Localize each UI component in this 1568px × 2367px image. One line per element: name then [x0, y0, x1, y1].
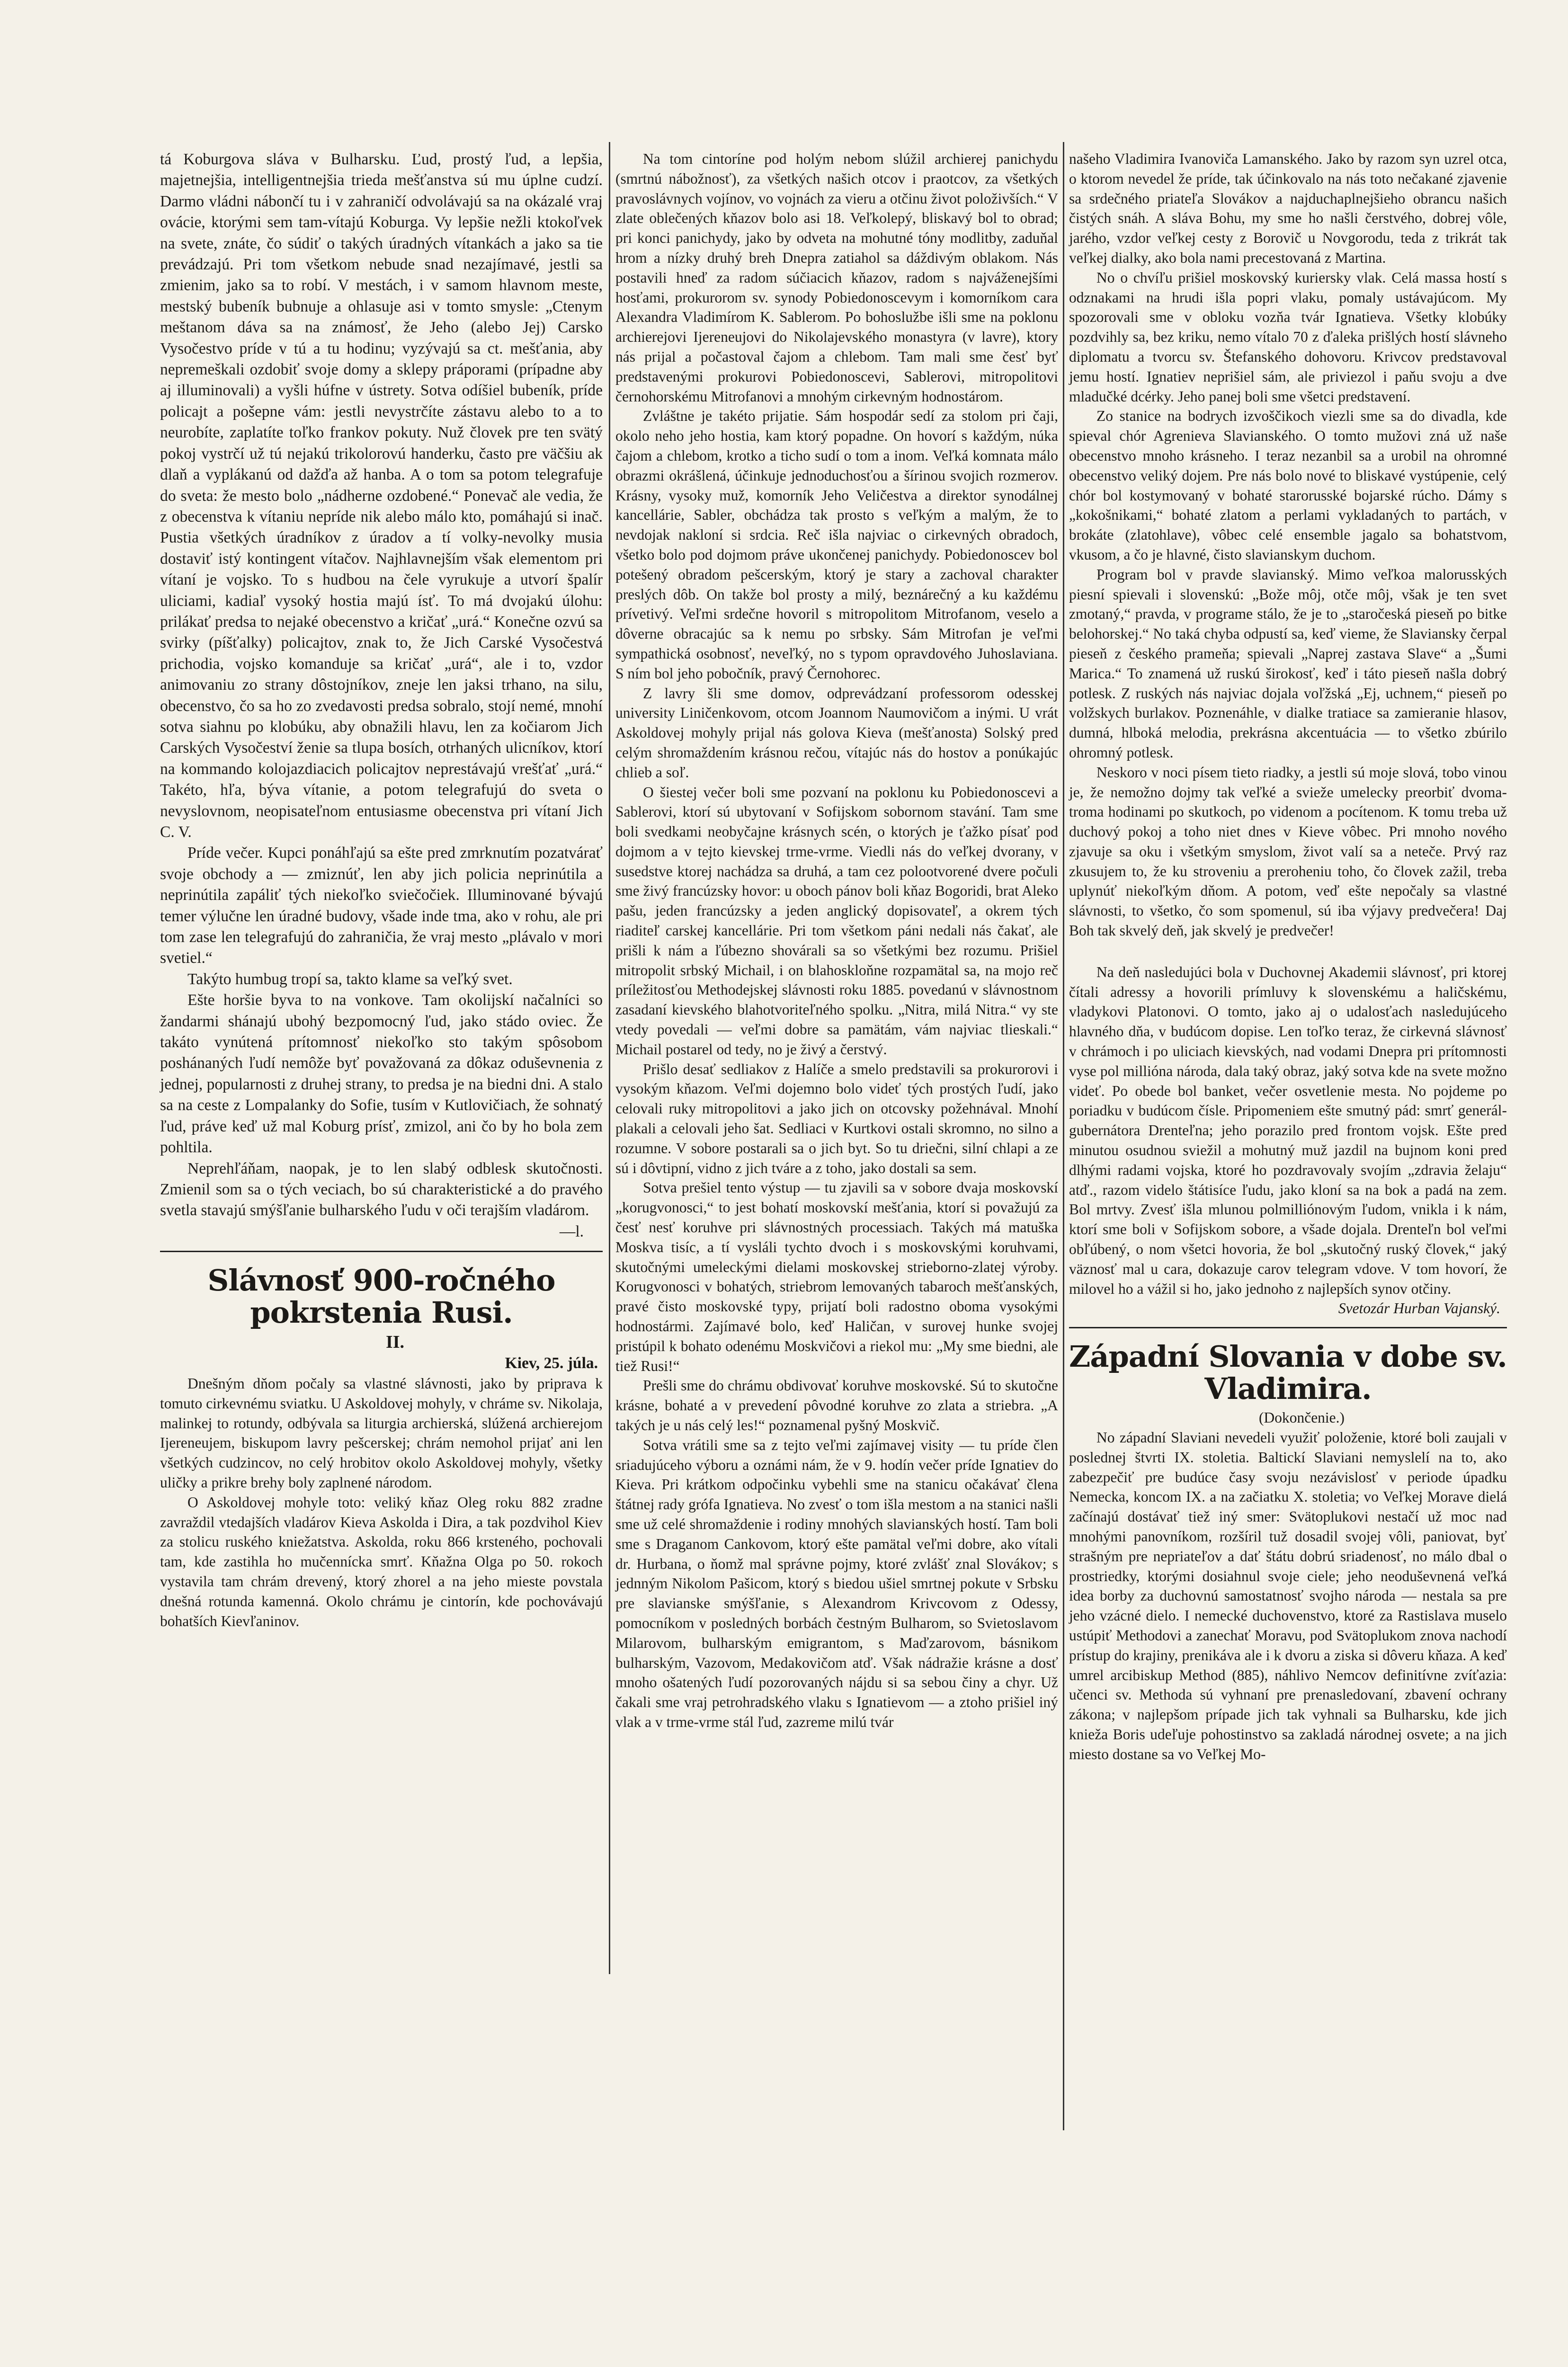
paragraph: Z lavry šli sme domov, odprevádzaní professorom odesskej university Liničenkovom, otcom Joannom Naumovičom a inými. U vrát Askoldovej mohyly prijal nás golova Kieva (mešťanosta) Solský pred celým shromaždením krásnou rečou, vítajúc nás do hostov a ponúkajúc chlieb a soľ. — [615, 685, 1058, 781]
paragraph: Program bol v pravde slavianský. Mimo veľkoa malorusských piesní spievali i slovenskú: „Bože môj, otče môj, však je ten svet zmotaný,“ pravda, v programe stálo, že je to „staročeská pieseň po bitke belohorskej.“ No taká chyba odpustí sa, keď vieme, že Slaviansky čerpal pieseň z českého prameňa; spievali „Naprej zastava Slave“ a „Šumi Marica.“ To znamená už ruskú širokosť, keď i táto pieseň našla dobrý potlesk. Z ruských nás najviac dojala voľžská „Ej, uchnem,“ pieseň po volžskych burlakov. Poznenáhle, v dialke tratiace sa zamieranie hlasov, dumná, hlboká melodia, prekrásna akcentuácia — to všetko zbúrilo ohromný potlesk. — [1069, 566, 1507, 761]
paragraph: Na deň nasledujúci bola v Duchovnej Akademii slávnosť, pri ktorej čítali adressy a hovorili prímluvy k slovenskému a haličskému, vladykovi Platonovi. O tomto, jako aj o udalosťach nasledujúceho hlavného dňa, v budúcom dopise. Len toľko teraz, že cirkevná slávnosť v chrámoch i po uliciach kievských, nad vodami Dnepra pri prítomnosti vyse pol millióna národa, dala taký obraz, jaký sotva kde na svete možno videť. Po obede bol banket, večer osvetlenie mesta. No pojdeme po poriadku v budúcom čísle. Pripomeniem ešte smutný pád: smrť generál-gubernátora Drenteľna; jeho porazilo pred frontom vojsk. Ešte pred minutou osudnou sviežil a mohutný muž jazdil na bujnom koni pred dlhými radami vojska, ktoré ho pozdravovaly svojím „zdravia želaju“ atď., razom videlo štátisíce ľudu, jako kloní sa na bok a padá na zem. Bol mrtvy. Zvesť išla mlunou polmilliónovým ľudom, vnikla i k nám, ktorí sme boli v Sofijskom sobore, a všade dojala. Drenteľn bol veľmi obľúbený, o nom všetci hovoria, že bol „skutočný ruský človek,“ jaký väznosť mal u cara, dokazuje carov telegram vdove. V tom hovorí, že milovel ho a vážil si ho, jako jednoho z najlepších synov otčiny. — [1069, 963, 1507, 1297]
paragraph: Prešli sme do chrámu obdivovať koruhve moskovské. Sú to skutočne krásne, bohaté a v prevedení pôvodné koruhve zo zlata a striebra. „A takých je u nás celý les!“ poznamenal pyšný Moskvič. — [615, 1377, 1058, 1433]
column-1 — [160, 149, 603, 1631]
paragraph: Zvláštne je takéto prijatie. Sám hospodár sedí za stolom pri čaji, okolo neho jeho hostia, kam ktorý popadne. On hovorí s každým, núka čajom a chlebom, krotko a ticho sudí o tom a inom. Veľká komnata málo obrazmi okrášlená, účinkuje jednoduchosťou a šírinou svojich rozmerov. Krásny, vysoky muž, komorník Jeho Veličestva a direktor synodálnej kancellárie, Sabler, obchádza tak prosto s veľkým a malým, že to nevdojak nakloní si srdcia. Reč išla najviac o cirkevných obradoch, všetko bolo pod dojmom práve ukončenej panichydy. Pobiedonoscev bol potešený obradom pešcerským, ktorý je stary a zachoval charakter preslých dôb. On takže bol prosty a milý, beznárečný a ku každému prívetivý. Veľmi srdečne hovoril s mitropolitom Mitrofanom, veselo a dôverne obracajúc sa k nemu po srbsky. Sám Mitrofan je veľmi sympathická osobnosť, neveľký, no s typom opravdového Juhoslaviana. S ním bol jeho pobočník, pravý Černohorec. — [615, 408, 1058, 682]
paragraph: Takýto humbug tropí sa, takto klame sa veľký svet. — [187, 970, 513, 988]
article-signature: —l. — [559, 1222, 584, 1240]
paragraph: O šiestej večer boli sme pozvaní na poklonu ku Pobiedonoscevi a Sablerovi, ktorí sú ubytovaní v Sofijskom sobornom stavání. Tam sme boli svedkami neobyčajne krásnych scén, o ktorých je ťažko písať pod dojmom a v tejto kievskej trme-vrme. Viedli nás do veľkej dvorany, v susedstve ktorej nachádza sa druhá, a tam cez polootvorené dvere počuli sme živý francúzsky hovor: u oboch pánov boli kňaz Bogoridi, brat Aleko pašu, jeden francúzsky a jeden anglický dopisovateľ, a okrem tých riaditeľ carskej kancellárie. Pri tom všetkom páni nedali nás čakať, ale prišli k nám a ľúbezno shovárali sa so všetkými bez rozumu. Prišiel mitropolit srbský Michail, i on blahoskloňne rozpamätal sa, na mojo reč príležitosťou Methodejskej slávnosti roku 1885. povedanú v slávnostnom zasadaní kievského blahotvoriteľného spolku. „Nitra, milá Nitra.“ vy ste vtedy povedali — veľmi dobre sa pamätám, vám najviac tlieskali.“ Michail postarel od tedy, no je živý a čerstvý. — [615, 783, 1058, 1058]
paragraph: Sotva prešiel tento výstup — tu zjavili sa v sobore dvaja moskovskí „korugvonosci,“ to jest bohatí moskovskí mešťania, ktorí si považujú za česť nesť koruhve pri slávnostných processiach. Takých má matuška Moskva tisíc, a tí vysláli tychto dvoch i s moskovskými koruhvami, skutočnými umeleckými dielami moskovskej strieborno-zlatej výroby. Korugvonosci v bohatých, striebrom lemovaných tabaroch mešťanských, pravé čisto moskovské typy, prijatí boli radostno oboma vysokými hodnostármi. Zajímavé bolo, keď Haličan, v surovej hunke svojej pristúpil k bohato odenému Moskvičovi a riekol mu: „My sme biedni, ale tiež Rusi!“ — [615, 1179, 1058, 1374]
article-signature: Svetozár Hurban Vajanský. — [1338, 1300, 1500, 1317]
paragraph: Prišlo desať sedliakov z Halíče a smelo predstavili sa prokurorovi i vysokým kňazom. Veľmi dojemno bolo videť tých prostých ľudí, jako celovali ruky mitropolitovi a jako jich on otcovsky požehnával. Mnohí plakali a celovali jeho šat. Sedliaci v Kurtkovi ostali skromno, no silno a rozumne. V sobore postarali sa o jich byt. So tu driečni, silní chlapi a ze sú i dôvtipní, vidno z jich tváre a z toho, jako dostali sa sem. — [615, 1060, 1058, 1176]
continuation-note: (Dokončenie.) — [1258, 1409, 1345, 1426]
section-number: II. — [385, 1332, 405, 1353]
paragraph: Na tom cintoríne pod holým nebom slúžil archierej panichydu (smrtnú nábožnosť), za všetkých našich otcov i praotcov, za všetkých pravoslávnych vojínov, vo vojnách za vieru a otčinu život položivších.“ V zlate oblečených kňazov bolo asi 18. Veľkolepý, bliskavý bol to obrad; pri konci panichydy, jako by odveta na mohutné tóny modlitby, zaduňal hrom a nízky druhý breh Dnepra zatiahol sa dáždivým oblakom. Nás postavili hneď za radom súčiacich kňazov, radom s najváženejšími hosťami, prokurorom sv. synody Pobiedonoscevym i komorníkom cara Alexandra Vladimírom K. Sablerom. Po bohoslužbe išli sme na poklonu archierejovi Ijereneujovi do Nikolajevského monastyra (v lavre), ktory nás prijal a počastoval čajom a chlebom. Tam mali sme česť byť predstavenými prokurovi Pobiedonoscevi, Sablerovi, mitropolitovi černohorskému Mitrofanovi a mnohým cirkevným hodnostárom. — [615, 151, 1058, 405]
paragraph: Dnešným dňom počaly sa vlastné slávnosti, jako by priprava k tomuto cirkevnému sviatku. U Askoldovej mohyly, v chráme sv. Nikolaja, malinkej to rotundy, odbývala sa liturgia archierská, slúžená archierejom Ijereneujem, biskupom lavry pešcerskej; chrám nemohol prijať ani len všetkých cudzincov, no celý hrobitov okolo Askoldovej mohyly, všetky uličky a prikre brehy boly zaplnené národom. — [160, 1375, 603, 1491]
paragraph: O Askoldovej mohyle toto: veliký kňaz Oleg roku 882 zradne zavraždil vtedajších vladárov Kieva Askolda i Dira, a tak pozdvihol Kiev za stolicu ruského kniežatstva. Askolda, roku 866 krsteného, pochovali tam, kde zastihla ho mučennícka smrť. Kňažna Olga po 50. rokoch vystavila tam chrám drevený, ktorý zhorel a na jeho mieste povstala dnešná rotunda kamenná. Okolo chrámu je cintorín, kde pochovávajú bohatších Kievľaninov. — [160, 1494, 603, 1629]
paragraph: Neprehľáňam, naopak, je to len slabý odblesk skutočnosti. Zmienil som sa o tých veciach, bo sú charakteristické a do pravého svetla stavajú smýšľanie bulharského ľudu v oči terajším vladárom. — [160, 1159, 603, 1219]
paragraph: No o chvíľu prišiel moskovský kuriersky vlak. Celá massa hostí s odznakami na hrudi išla popri vlaku, pomaly ustávajúcom. My spozorovali sme v obloku vozňa tvár Ignatieva. Všetky klobúky pozdvihly sa, bez kriku, nemo vítalo 70 z ďaleka prišlých hostí slávneho diplomatu a tvorcu sv. Štefanského dohovoru. Krivcov predstavoval jemu hostí. Ignatiev neprišiel sám, ale priviezol i paňu svoju a dve mladučké dcérky. Jeho panej boli sme všetci predstavení. — [1069, 269, 1507, 405]
paragraph: Zo stanice na bodrych izvoščikoch viezli sme sa do divadla, kde spieval chór Agrenieva Slavianského. O tomto mužovi zná už naše obecenstvo mnoho krásneho. I teraz nezanbil sa a urobil na ohromné obecenstvo veliký dojem. Pre nás bolo nové to bliskavé vystúpenie, celý chór bol kostymovaný v bohaté starorusské bojarské rúcho. Dámy s „kokošnikami,“ bohaté zlatom a perlami vykladaných to partách, v brokáte (zlatohlave), vôbec celé ensemble jagalo sa bohatstvom, vkusom, a čo je hlavné, čisto slavianskym duchom. — [1069, 408, 1507, 563]
paragraph: Príde večer. Kupci ponáhľajú sa ešte pred zmrknutím pozatvárať svoje obchody a — zmiznúť, len aby jich policia neprinútila a neprinútila zapáliť tých niekoľko sviečočiek. Illuminované bývajú temer výlučne len úradné budovy, všade inde tma, ako v rohu, ale pri tom zase len telegrafujú do zahraničia, že vraj mesto „plávalo v mori svetiel.“ — [160, 844, 603, 967]
paragraph: našeho Vladimira Ivanoviča Lamanského. Jako by razom syn uzrel otca, o ktorom nevedel že príde, tak účinkovalo na nás toto nečakané zjavenie sa srdečného priateľa Slovákov a najduchaplnejšieho obrancu našich čistých snáh. A sláva Bohu, my sme ho našli čerstvého, dobrej vôle, jarého, vzdor veľkej cesty z Borovič u Novgorodu, teda z trikrát tak veľkej dialky, ako bola nami precestovaná z Martina. — [1069, 151, 1507, 266]
column-3 — [1069, 149, 1507, 1764]
column-rule-right — [1063, 142, 1064, 2130]
paragraph: No západní Slaviani nevedeli využiť položenie, ktoré boli zaujali v poslednej štvrti IX. stoletia. Baltickí Slaviani nemyslelí na to, ako zabezpečiť pre budúce časy svoju nezávislosť v periode úpadku Nemecka, koncom IX. a na začiatku X. stoletia; vo Veľkej Morave dielá začínajú dostávať tiež iný smer: Svätoplukovi nestačí už moc nad mnohými panovníkom, rozšíril tuž dosadil svojej vôli, paniovat, byť strašným pre nepriateľov a dať štátu dobrú sriadenosť, no málo dbal o prostriedky, ktorými dosiahnul svoje ciele; jeho neoduševnená veľká idea borby za duchovnú samostatnosť svojho národa — nestala sa pre jeho vzácné dielo. I nemecké duchovenstvo, ktoré za Rastislava muselo ustúpiť Methodovi a zanechať Moravu, pod Svätoplukom znova nachodí prístup do krajiny, prenikáva ale i k dvoru a ziska si dôveru kňaza. A keď umrel arcibiskup Method (885), náhlivo Nemcov definitívne zvíťazia: učenci sv. Methoda sú vyhnaní pre prenasledovaní, zbavení ochrany zákona; v najlepšom prípade jich tak vyhnali sa Bulharsku, kde jich knieža Boris udeľuje pohostinstvo sa zakladá národnej osvete; a na jich miesto dostane sa vo Veľkej Mo- — [1069, 1429, 1507, 1762]
paragraph: Ešte horšie byva to na vonkove. Tam okolijskí načalníci so žandarmi shánajú ubohý bezpomocný ľud, jako stádo oviec. Že takáto vynútená prítomnosť niekoľko sto takým spôsobom poshánaných ľudí nemôže byť považovaná za dôkaz oduševnenia z jednej, popularnosti z druhej strany, to predsa je na biedni dni. A stalo sa na ceste z Lompalanky do Sofie, tusím v Kutlovičiach, že sohnatý ľud, práve keď už mal Koburg prísť, zmizol, ani čo by ho bola zem pohltila. — [160, 991, 603, 1157]
paragraph: tá Koburgova sláva v Bulharsku. Ľud, prostý ľud, a lepšia, majetnejšia, intelligentnejšia trieda mešťanstva sú mu úplne cudzí. Darmo vládni nábončí tu i v zahraničí odvolávajú sa na okázalé vraj ovácie, ktorými sem tam-vítajú Koburga. Vy lepšie nežli ktokoľvek na svete, znáte, čo súdiť o takých úradných vítankách a jako sa tie prevádzajú. Pri tom všetkom nebude snad nezajímavé, jestli sa zmienim, jako sa to robí. V mestách, i v samom hlavnom meste, mestský bubeník bubnuje a ohlasuje asi v tomto smysle: „Ctenym meštanom dáva sa na známosť, že Jeho (alebo Jej) Carsko Vysočestvo príde v tú a tu hodinu; vyzývajú sa ct. mešťania, aby nepremeškali ozdobiť svoje domy a sklepy práporami (prípadne aby aj illuminovali) a vyšli húfne v ústrety. Sotva odíšiel bubeník, príde policajt a pošepne vám: jestli nevystrčíte zástavu alebo to a to neurobíte, zaplatíte toľko frankov pokuty. Nuž človek pre ten svätý pokoj vystrčí už tú nejakú trikolorovú handerku, často pre väčšiu ak dlaň a vyplákanú od dažďa až hanba. A o tom sa potom telegrafuje do sveta: že mesto bolo „nádherne ozdobené.“ Ponevač ale vedia, že z obecenstva k vítaniu nepríde nik alebo málo kto, pomáhajú si inač. Pustia všetkých úradníkov z úradov a tí volky-nevolky musia dostaviť istý kontingent vítačov. Najhlavnejším však elementom pri vítaní je vojsko. To s hudbou na čele vyrukuje a utvorí špalír uliciami, kadiaľ vysoký hostia majú ísť. To má dvojakú úlohu: prilákať predsa to nejaké obecenstvo a kričať „urá.“ Konečne ozvú sa svirky (píšťalky) policajtov, znak to, že Jich Carské Vysočestvá prichodia, vojsko komanduje sa kričať „urá“, ale i to, vzdor animovaniu zo strany dôstojníkov, zneje len jaksi trhano, na silu, obecenstvo, čo sa ho zo zvedavosti predsa sobralo, stojí nemé, mnohí sotva siahnu po klobúku, aby obnažili hlavu, len za kočiarom Jich Carských Vysočeství ženie sa tlupa bosích, otrhaných ulicníkov, ktorí na kommando kolojazdiacich policajtov neprestávajú vrešťať „urá.“ Takéto, hľa, býva vítanie, a potom telegrafujú do sveta o nevyslovnom, neopisateľnom entusiasme obecenstva pri vítaní Jich C. V. — [160, 151, 603, 841]
article-title: Slávnosť 900-ročného pokrstenia Rusi. — [207, 1263, 555, 1330]
article-divider — [160, 1251, 603, 1252]
paragraph: Sotva vrátili sme sa z tejto veľmi zajímavej visity — tu príde člen sriadujúceho výboru a oznámi nám, že v 9. hodín večer príde Ignatiev do Kieva. Pri krátkom odpočinku vybehli sme na stanicu očakávať člena štátnej rady grófa Ignatieva. No zvesť o tom išla mestom a na stanici našli sme už celé shromaždenie i rodiny mnohých slavianských hostí. Tam boli sme s Draganom Cankovom, ktorý ešte pamätal veľmi dobre, ako vítali dr. Hurbana, o ňomž mal správne pojmy, ktoré zvlášť znal Slovákov; s jednným Nikolom Pašicom, ktorý s biedou ušiel smrtnej pokute v Srbsku pre slavianske smýšľanie, s Alexandrom Krivcovom z Odessy, pomocníkom v posledných borbách čestným Bulharom, so Svietoslavom Milarovom, bulharským emigrantom, s Maďzarovom, básnikom bulharským, Vazovom, Medakovičom atď. Však nádražie krásne a dosť mnoho ošatených ľudí pozorovaných nájdu si sa sebou činy a chyr. Už čakali sme vraj petrohradského vlaku s Ignatievom — a ztoho prišiel iný vlak a v trme-vrme stál ľud, zazreme milú tvár — [615, 1436, 1058, 1730]
article-title: Západní Slovania v dobe sv. Vladimira. — [1069, 1339, 1507, 1406]
article-divider — [1069, 1327, 1507, 1328]
dateline: Kiev, 25. júla. — [505, 1354, 598, 1372]
paragraph: Neskoro v noci písem tieto riadky, a jestli sú moje slová, tobo vinou je, že nemožno dojmy tak veľké a svieže umelecky preorbiť dvoma-troma hodinami po skutkoch, po videnom a pocítenom. K tomu treba už duchový pokoj a toho niet dnes v Kieve vôbec. Pri mnoho nového zjavuje sa oku i všetkým smyslom, život valí sa a neteče. Prvý raz zkusujem to, že ku stroveniu a preroheniu toho, čo človek zažil, treba uplynúť niekoľkým dňom. A potom, veď ešte nepočaly sa vlastné slávnosti, to všetko, čo som spomenul, sú iba výjavy predvečera! Daj Boh tak skvelý deň, jak skvelý je predvečer! — [1069, 764, 1507, 939]
column-rule-left — [609, 142, 610, 1974]
column-2 — [615, 149, 1058, 1732]
